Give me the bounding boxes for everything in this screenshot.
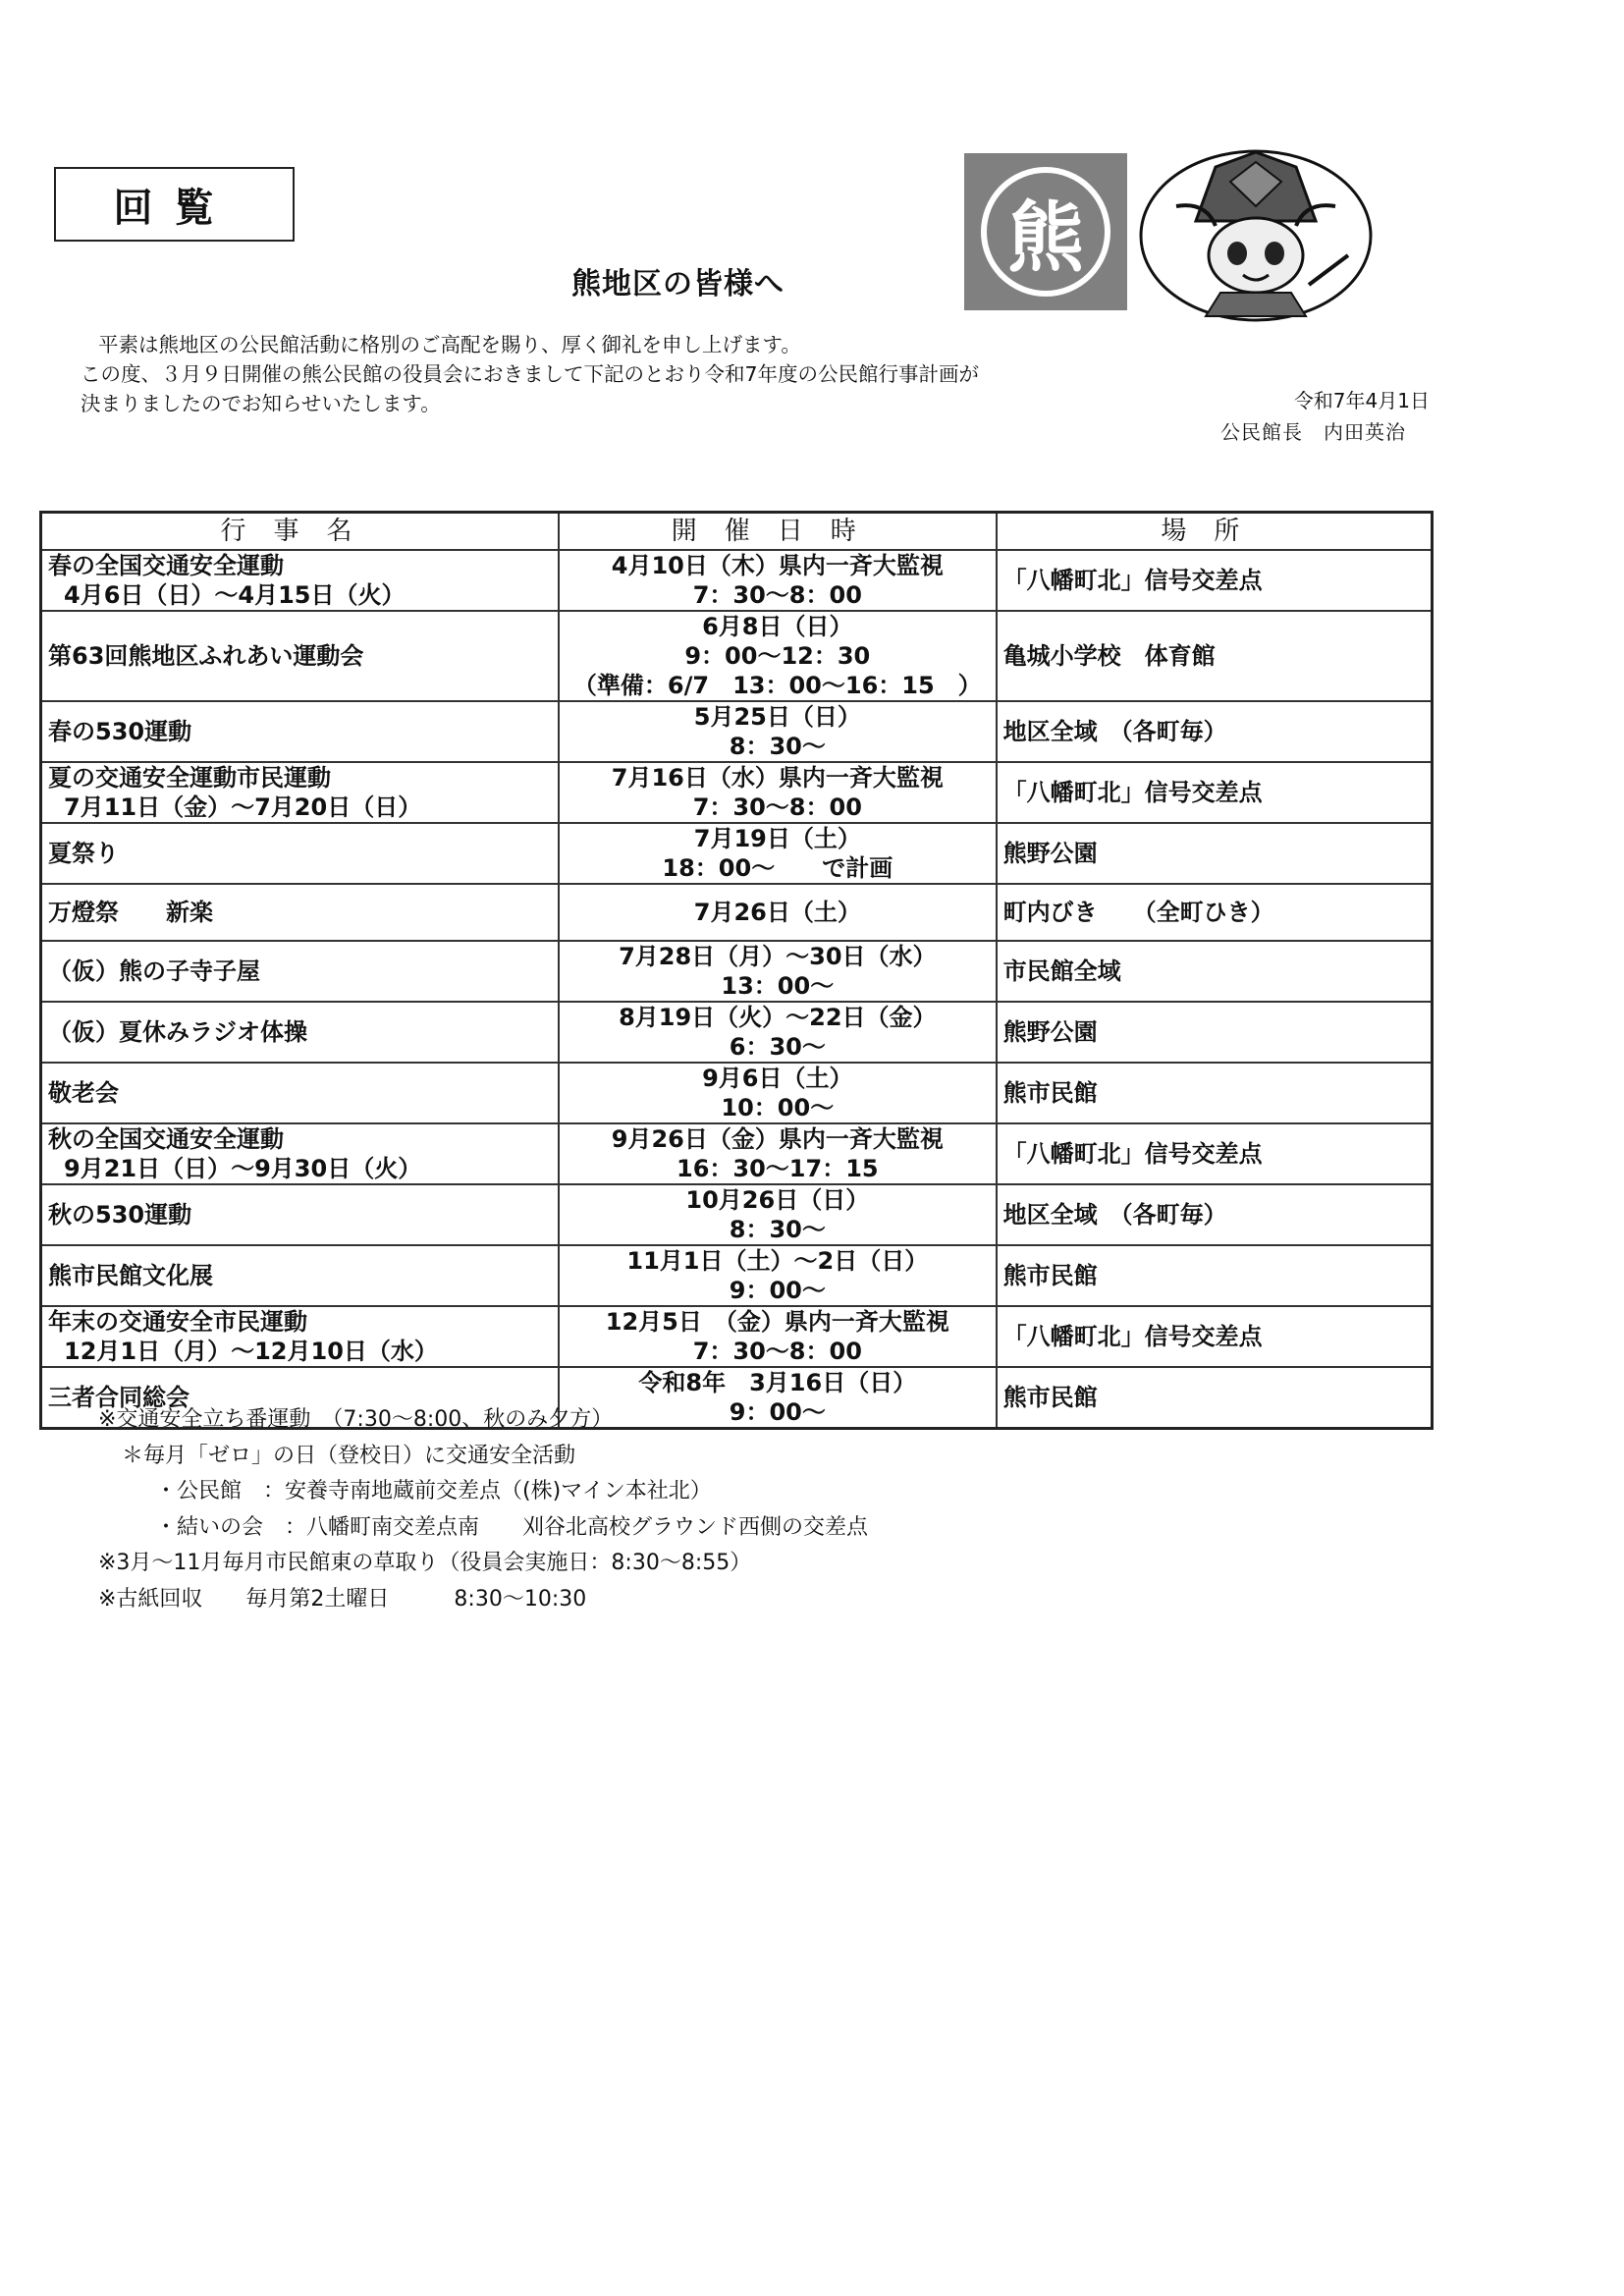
date-line: 8：30～	[729, 1216, 826, 1243]
logo-char: 熊	[1006, 193, 1084, 283]
note-5: ※3月～11月毎月市民館東の草取り（役員会実施日：8:30～8:55）	[98, 1551, 752, 1575]
cell-event	[41, 611, 559, 701]
cell-date	[559, 762, 997, 823]
kairan-label: 回覧	[113, 185, 236, 231]
cell-date	[559, 941, 997, 1002]
event-name: 春の530運動	[48, 718, 192, 745]
cell-place: 「八幡町北」信号交差点	[997, 550, 1433, 611]
cell-place: 熊野公園	[997, 823, 1433, 884]
cell-place: 「八幡町北」信号交差点	[997, 762, 1433, 823]
cell-event	[41, 1123, 559, 1184]
table-row	[41, 762, 1433, 823]
table-row	[41, 884, 1433, 941]
cell-place: 熊市民館	[997, 1367, 1433, 1429]
event-name: 春の全国交通安全運動	[48, 552, 284, 579]
table-row	[41, 611, 1433, 701]
cell-place: 熊市民館	[997, 1245, 1433, 1306]
table-row	[41, 1123, 1433, 1184]
issue-date: 令和7年4月1日	[1293, 389, 1430, 412]
date-line: 11月1日（土）～2日（日）	[626, 1247, 929, 1275]
cell-place: 町内びき （全町ひき）	[997, 884, 1433, 941]
event-name: （仮）熊の子寺子屋	[48, 957, 260, 985]
event-period: 12月1日（月）～12月10日（水）	[64, 1338, 438, 1365]
date-line: 10月26日（日）	[685, 1186, 870, 1214]
table-row	[41, 1245, 1433, 1306]
date-line: （準備：6/7 13：00～16：15 ）	[572, 672, 982, 699]
cell-place: 熊市民館	[997, 1063, 1433, 1123]
cell-date	[559, 823, 997, 884]
event-name: 秋の全国交通安全運動	[48, 1125, 284, 1153]
table-row	[41, 1063, 1433, 1123]
date-line: 6月8日（日）	[702, 613, 853, 640]
note-1: ※交通安全立ち番運動 （7:30～8:00、秋のみ夕方）	[98, 1407, 614, 1432]
author: 公民館長 内田英治	[1220, 420, 1406, 444]
date-line: 令和8年 3月16日（日）	[638, 1369, 917, 1396]
cell-date	[559, 1123, 997, 1184]
cell-place: 「八幡町北」信号交差点	[997, 1123, 1433, 1184]
cell-event	[41, 823, 559, 884]
table-row	[41, 941, 1433, 1002]
note-6: ※古紙回収 毎月第2土曜日 8:30～10:30	[98, 1586, 587, 1612]
event-schedule-table	[39, 511, 1434, 1430]
table-row	[41, 823, 1433, 884]
date-line: 8月19日（火）～22日（金）	[619, 1004, 937, 1031]
table-row	[41, 701, 1433, 762]
event-name: 熊市民館文化展	[48, 1262, 213, 1289]
event-name: 敬老会	[48, 1079, 119, 1107]
intro-text	[81, 330, 979, 418]
logo-circle	[981, 167, 1110, 297]
event-name: 万燈祭 新楽	[48, 899, 213, 926]
notes	[98, 1402, 868, 1617]
date-line: 9月6日（土）	[702, 1065, 853, 1092]
cell-event	[41, 884, 559, 941]
event-period: 7月11日（金）～7月20日（日）	[64, 793, 422, 821]
intro-line-2: この度、３月９日開催の熊公民館の役員会におきまして下記のとおり令和7年度の公民館行事計画が	[81, 362, 980, 386]
date-line: 18：00～ で計画	[662, 854, 893, 882]
header-place: 場所	[997, 513, 1433, 551]
cell-event	[41, 1002, 559, 1063]
cell-event	[41, 701, 559, 762]
cell-place: 亀城小学校 体育館	[997, 611, 1433, 701]
cell-event	[41, 762, 559, 823]
cell-event	[41, 1063, 559, 1123]
cell-event	[41, 1245, 559, 1306]
cell-date	[559, 1306, 997, 1367]
table-body	[41, 550, 1433, 1429]
kairan-box	[54, 167, 295, 242]
note-4: ・結いの会 ：八幡町南交差点南 刈谷北高校グラウンド西側の交差点	[155, 1514, 869, 1540]
cell-date	[559, 550, 997, 611]
date-line: 7：30～8：00	[692, 793, 862, 821]
cell-date	[559, 1002, 997, 1063]
table-row	[41, 550, 1433, 611]
date-line: 9：00～	[729, 1398, 826, 1426]
date-line: 10：00～	[721, 1094, 835, 1121]
cell-event	[41, 1184, 559, 1245]
date-line: 7：30～8：00	[692, 1338, 862, 1365]
event-name: （仮）夏休みラジオ体操	[48, 1018, 307, 1046]
event-name: 年末の交通安全市民運動	[48, 1308, 307, 1336]
cell-date	[559, 884, 997, 941]
table-row	[41, 1184, 1433, 1245]
intro-line-3: 決まりましたのでお知らせいたします。	[81, 392, 441, 415]
cell-event	[41, 550, 559, 611]
cell-date	[559, 611, 997, 701]
cell-event	[41, 941, 559, 1002]
mascot-illustration	[1137, 147, 1375, 324]
note-2: ＊毎月「ゼロ」の日（登校日）に交通安全活動	[122, 1443, 576, 1468]
event-name: 秋の530運動	[48, 1201, 192, 1229]
cell-place: 「八幡町北」信号交差点	[997, 1306, 1433, 1367]
table-header-row	[41, 513, 1433, 551]
date-line: 9月26日（金）県内一斉大監視	[611, 1125, 944, 1153]
date-line: 7月16日（水）県内一斉大監視	[611, 764, 944, 792]
date-line: 8：30～	[729, 733, 826, 760]
event-name: 三者合同総会	[48, 1384, 189, 1411]
cell-date	[559, 1245, 997, 1306]
header-date-time: 開催日時	[559, 513, 997, 551]
event-name: 夏の交通安全運動市民運動	[48, 764, 331, 792]
cell-date	[559, 701, 997, 762]
date-line: 7月26日（土）	[693, 899, 861, 926]
cell-place: 熊野公園	[997, 1002, 1433, 1063]
date-line: 12月5日 （金）県内一斉大監視	[605, 1308, 949, 1336]
cell-place: 地区全域 （各町毎）	[997, 1184, 1433, 1245]
table-row	[41, 1306, 1433, 1367]
cell-place: 地区全域 （各町毎）	[997, 701, 1433, 762]
header-event-name: 行事名	[41, 513, 559, 551]
note-3: ・公民館 ：安養寺南地蔵前交差点（(株)マイン本社北）	[155, 1479, 712, 1503]
event-period: 4月6日（日）～4月15日（火）	[64, 581, 406, 609]
page-title: 熊地区の皆様へ	[571, 267, 785, 301]
date-line: 9：00～12：30	[684, 642, 871, 670]
date-line: 7月19日（土）	[693, 825, 861, 852]
event-period: 9月21日（日）～9月30日（火）	[64, 1155, 422, 1182]
event-name: 第63回熊地区ふれあい運動会	[48, 642, 364, 670]
table-row	[41, 1002, 1433, 1063]
date-line: 9：00～	[729, 1277, 826, 1304]
date-line: 5月25日（日）	[693, 703, 861, 731]
date-line: 6：30～	[729, 1033, 826, 1061]
cell-date	[559, 1063, 997, 1123]
date-line: 7月28日（月）～30日（水）	[619, 943, 937, 970]
cell-date	[559, 1184, 997, 1245]
cell-place: 市民館全域	[997, 941, 1433, 1002]
intro-line-1: 平素は熊地区の公民館活動に格別のご高配を賜り、厚く御礼を申し上げます。	[98, 333, 801, 356]
cell-event	[41, 1306, 559, 1367]
date-line: 13：00～	[721, 972, 835, 1000]
date-line: 7：30～8：00	[692, 581, 862, 609]
event-name: 夏祭り	[48, 840, 119, 867]
kumamoto-logo	[964, 153, 1127, 310]
date-line: 4月10日（木）県内一斉大監視	[611, 552, 944, 579]
date-line: 16：30～17：15	[677, 1155, 879, 1182]
